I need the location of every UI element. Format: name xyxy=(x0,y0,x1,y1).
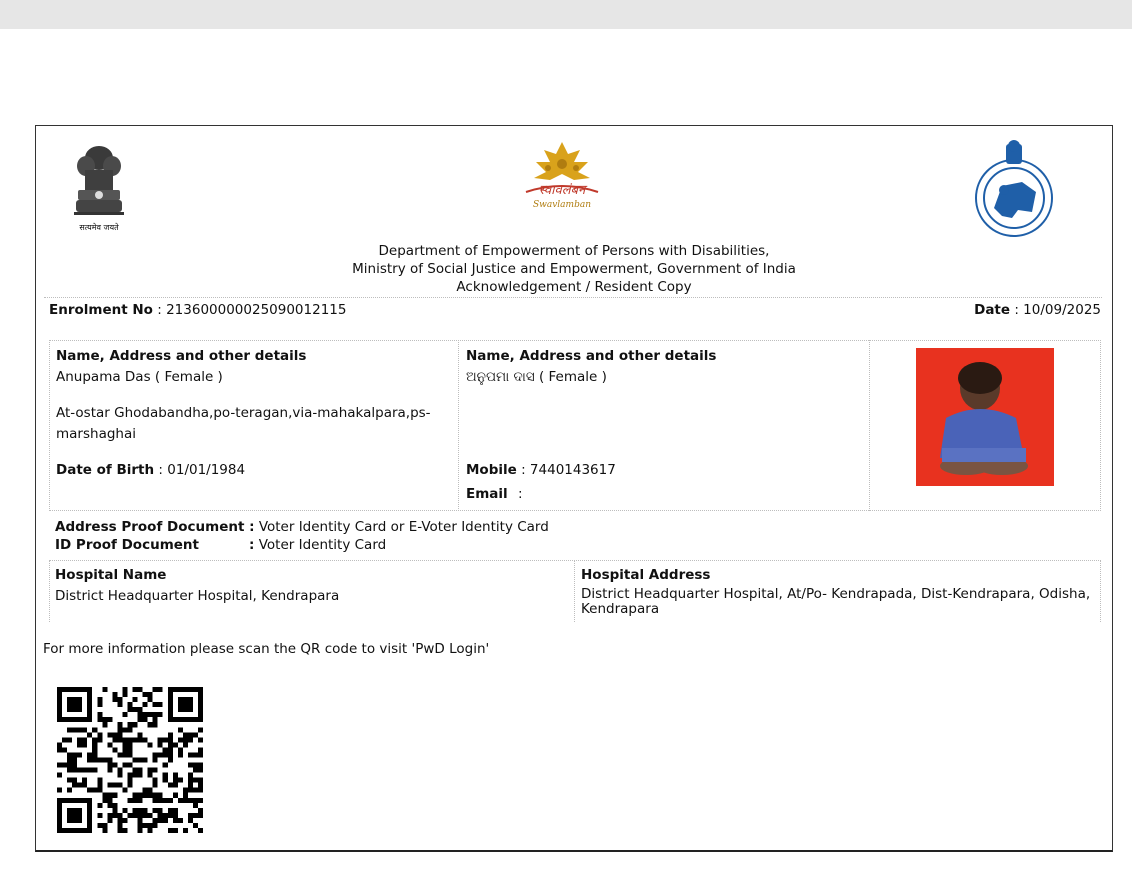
odisha-emblem-icon xyxy=(972,138,1056,240)
id-proof-row xyxy=(249,536,386,554)
date-row xyxy=(974,301,1101,319)
id-proof-label: ID Proof Document xyxy=(55,537,199,553)
header-divider xyxy=(44,297,1102,298)
svg-text:स्वावलंबन: स्वावलंबन xyxy=(538,183,586,198)
dob-value: : 01/01/1984 xyxy=(158,462,246,478)
enrolment-value: : 213600000025090012115 xyxy=(157,302,347,318)
hospital-name-label: Hospital Name xyxy=(55,567,167,583)
swavlamban-logo-label: Swavlamban xyxy=(532,200,592,210)
resident-photo xyxy=(916,348,1054,486)
resident-name-english: Anupama Das ( Female ) xyxy=(56,369,223,385)
details-heading-english: Name, Address and other details xyxy=(56,348,307,364)
id-proof-separator: : xyxy=(249,537,255,553)
details-heading-local: Name, Address and other details xyxy=(466,348,717,364)
dob-row xyxy=(56,461,245,479)
browser-top-bar xyxy=(0,0,1132,29)
emblem-caption: सत्यमेव जयते xyxy=(79,223,119,232)
hospital-divider xyxy=(574,560,575,622)
resident-name-local: ଅନୁପମା ଦାସ ( Female ) xyxy=(466,369,607,385)
header-line-department: Department of Empowerment of Persons with Disabilities, xyxy=(378,243,770,259)
email-row xyxy=(466,485,523,503)
hospital-address-line-1: District Headquarter Hospital, At/Po- Kendrapada, Dist-Kendrapara, Odisha, xyxy=(581,586,1091,602)
date-value: : 10/09/2025 xyxy=(1014,302,1101,318)
qr-code[interactable] xyxy=(57,687,203,833)
hospital-address-line-2: Kendrapara xyxy=(581,601,660,617)
enrolment-label: Enrolment No xyxy=(49,302,153,318)
header-line-acknowledgement: Acknowledgement / Resident Copy xyxy=(456,279,692,295)
dob-label: Date of Birth xyxy=(56,462,155,478)
email-label: Email xyxy=(466,486,508,502)
qr-note: For more information please scan the QR code to visit 'PwD Login' xyxy=(43,641,490,657)
mobile-value: : 7440143617 xyxy=(521,462,616,478)
mobile-row xyxy=(466,461,616,479)
enrolment-row xyxy=(49,301,346,319)
details-divider-1 xyxy=(458,340,459,511)
hospital-name-value: District Headquarter Hospital, Kendrapara xyxy=(55,588,340,604)
address-proof-row xyxy=(55,518,549,536)
address-proof-value: Voter Identity Card or E-Voter Identity Card xyxy=(258,519,549,535)
resident-address: At-ostar Ghodabandha,po-teragan,via-mahakalpara,ps-marshaghai xyxy=(56,405,431,442)
date-label: Date xyxy=(974,302,1011,318)
header-line-ministry: Ministry of Social Justice and Empowerment, Government of India xyxy=(352,261,796,277)
email-value: : xyxy=(517,486,523,502)
address-proof-label: Address Proof Document : xyxy=(55,519,255,535)
id-proof-value: Voter Identity Card xyxy=(258,537,387,553)
details-divider-2 xyxy=(869,340,870,511)
hospital-address-label: Hospital Address xyxy=(581,567,711,583)
mobile-label: Mobile xyxy=(466,462,517,478)
